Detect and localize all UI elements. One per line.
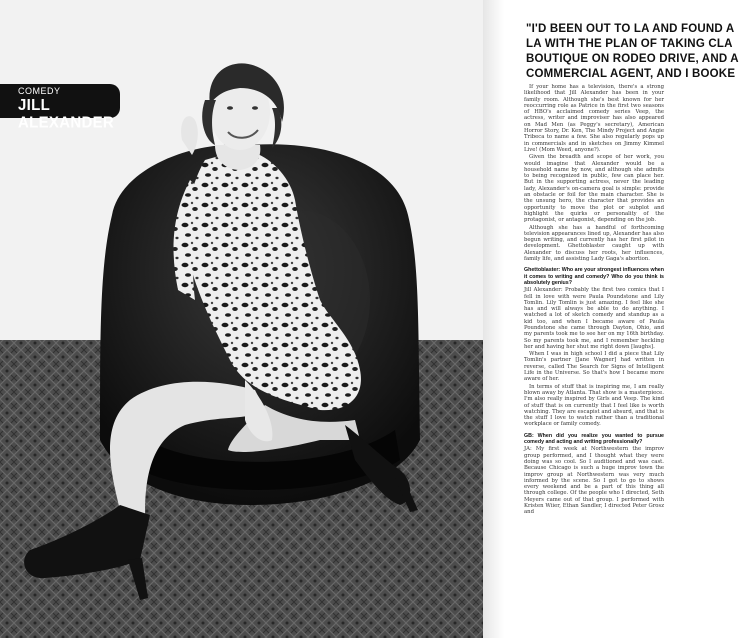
body-paragraph: In terms of stuff that is inspiring me, I am really blown away by Atlanta. That show is a masterpiece. I'm also really inspired by Girls and Veep. The kind of stuff that is on currently that I feel like is worth watching. They are escapist and absurd, and that is the stuff I love to watch rather than a traditional workplace or family comedy. <box>524 383 664 428</box>
headline-line: COMMERCIAL AGENT, AND I BOOKE <box>526 68 736 80</box>
section-category: COMEDY <box>18 86 61 96</box>
headline-line: LA WITH THE PLAN OF TAKING CLA <box>526 38 733 50</box>
interview-answer: Jill Alexander: Probably the first two comics that I fell in love with were Paula Poundstone and Lily Tomlin. Lily Tomlin is just amazing. I feel like she has and will always be able to do anything. I watched a lot of sketch comedy and standup as a kid too, and when I became aware of Paula Poundstone she came through Dayton, Ohio, and my parents took me to see her on my 16th birthday. So my parents took me, and I remember heckling her and having her shut me right down [laughs]. <box>524 287 664 350</box>
intro-paragraph: If your home has a television, there's a strong likelihood that Jill Alexander has been in your family room. Although she's best known for her reoccurring role as Patrice in the first two seasons of HBO's acclaimed comedy series Veep, the actress, writer and improviser has also appeared on Mad Men (as Peggy's secretary), American Horror Story, Dr. Ken, The Mindy Project and Angie Tribeca to name a few. She also regularly pops up in commercials and in sketches on Jimmy Kimmel Live! (Mom Weed, anyone?). <box>524 84 664 153</box>
section-badge <box>0 84 120 132</box>
headline-line: "I'D BEEN OUT TO LA AND FOUND A <box>526 23 735 35</box>
page-gutter-shadow <box>483 0 513 638</box>
pull-quote-headline <box>526 22 739 82</box>
interview-answer: JA: My first week at Northwestern the improv group performed, and I thought what they were doing was so cool. So I auditioned and was cast. Because Chicago is such a huge improv town the improv group at Northwestern was very much informed by the scene. So I got to go to shows every weekend and be a part of this thing all through college. Of the people who I directed, Seth Meyers came out of that group. I performed with Kristen Wiier, Ethan Sandler, I directed Peter Grosz and <box>524 446 664 516</box>
body-paragraph: When I was in high school I did a piece that Lily Tomlin's partner [Jane Wagner] had written in reverse, called The Search for Signs of Intelligent Life in the Universe. So that's how I became more aware of her. <box>524 351 664 383</box>
article-column <box>520 0 739 638</box>
headline-line: BOUTIQUE ON RODEO DRIVE, AND A <box>526 53 739 65</box>
body-paragraph: Given the breadth and scope of her work, you would imagine that Alexander would be a household name by now, and although she admits to being recognized in public, few can place her. But in the supporting actress, never the leading lady, Alexander's on-camera goal is simple: provide an obstacle or foil for the main character. She is the unsung hero, the character that provides an opportunity to move the plot or subplot and highlight the quirks or personality of the protagonist, or antagonist, depending on the job. <box>524 154 664 224</box>
interview-question: GB: When did you realize you wanted to pursue comedy and acting and writing professionally? <box>524 432 664 446</box>
subject-name: JILL ALEXANDER <box>18 96 115 132</box>
interview-question: Ghettoblaster: Who are your strongest influences when it comes to writing and comedy? Who do you think is absolutely genius? <box>524 267 664 286</box>
body-paragraph: Although she has a handful of forthcoming television appearances lined up, Alexander has also begun writing, and currently has her first pilot in development. Ghettoblaster caught up with Alexander to discuss her roots, her influences, family life, and assisting Lady Gaga's abortion. <box>524 224 664 263</box>
article-body <box>524 84 664 517</box>
